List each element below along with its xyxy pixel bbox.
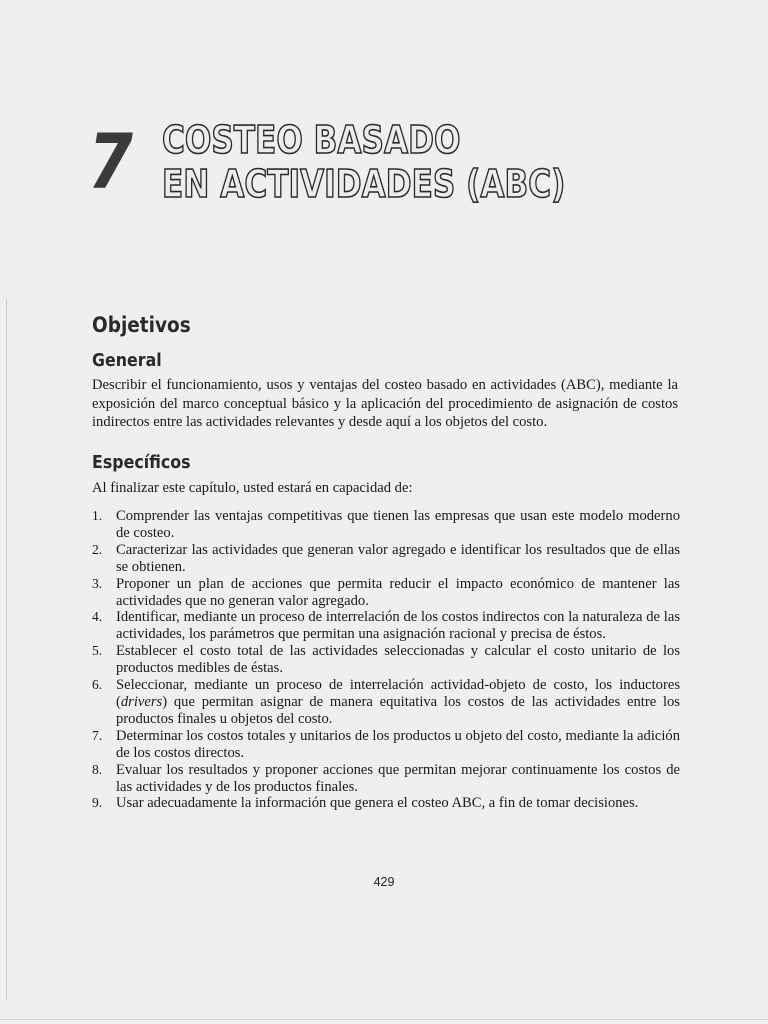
objective-item <box>92 542 680 576</box>
objective-text: Evaluar los resultados y proponer acciones que permitan mejorar continuamente los costos de las actividades y de los productos finales. <box>116 761 680 795</box>
page-number: 429 <box>373 875 395 889</box>
objective-text: Proponer un plan de acciones que permita reducir el impacto económico de mantener las actividades que no generan valor agregado. <box>116 575 680 609</box>
objective-text: Caracterizar las actividades que generan valor agregado e identificar los resultados que de ellas se obtienen. <box>116 541 680 575</box>
general-heading: General <box>92 350 162 371</box>
objective-number: 7. <box>92 727 103 743</box>
objective-item <box>92 677 680 728</box>
objective-item <box>92 795 680 812</box>
objective-text: Establecer el costo total de las actividades seleccionadas y calcular el costo unitario de los productos medibles de éstas. <box>116 643 680 677</box>
objective-text-part: Seleccionar, mediante un proceso de interrelación actividad-objeto de costo, los inductores ( <box>116 677 680 710</box>
drivers-emphasis: drivers <box>120 693 163 710</box>
objective-text: Usar adecuadamente la información que genera el costeo ABC, a fin de tomar decisiones. <box>116 795 639 812</box>
objective-number: 5. <box>92 643 103 659</box>
objective-number: 1. <box>92 508 103 523</box>
objective-number: 4. <box>92 609 103 625</box>
objective-number: 9. <box>92 795 103 811</box>
objective-text-part: ) que permitan asignar de manera equitativa los costos de las actividades entre los productos finales u objetos del costo. <box>116 693 680 727</box>
chapter-number: 7 <box>88 117 132 206</box>
objetivos-heading: Objetivos <box>92 313 191 337</box>
especificos-intro: Al finalizar este capítulo, usted estará en capacidad de: <box>92 480 413 496</box>
objectives-list <box>92 508 680 812</box>
objective-text: Identificar, mediante un proceso de interrelación de los costos indirectos con la naturaleza de las actividades, los parámetros que permitan una asignación racional y precisa de éstos. <box>116 609 680 643</box>
chapter-title <box>162 118 654 206</box>
scan-bottom-line <box>0 1019 768 1020</box>
objective-item <box>92 576 680 610</box>
objective-item <box>92 643 680 677</box>
objective-number: 8. <box>92 761 103 777</box>
general-paragraph: Describir el funcionamiento, usos y ventajas del costeo basado en actividades (ABC), mediante la exposición del marco conceptual básico y la aplicación del procedimiento de asignación de costos indirectos entre las actividades relevantes y desde aquí a los objetos del costo. <box>92 377 678 430</box>
objective-item <box>92 508 680 542</box>
chapter-title-line-2: EN ACTIVIDADES (ABC) <box>162 162 566 206</box>
scan-edge-line <box>6 300 7 1000</box>
objective-item <box>92 728 680 762</box>
objective-number: 3. <box>92 575 103 591</box>
objective-item <box>92 609 680 643</box>
objective-text: Determinar los costos totales y unitarios de los productos u objeto del costo, mediante la adición de los costos directos. <box>116 727 680 761</box>
objective-text <box>116 677 680 727</box>
objective-item <box>92 762 680 796</box>
objective-text: Comprender las ventajas competitivas que tienen las empresas que usan este modelo moderno de costeo. <box>116 508 680 541</box>
chapter-title-line-1: COSTEO BASADO <box>162 118 461 162</box>
objective-number: 2. <box>92 541 103 557</box>
objective-number: 6. <box>92 677 103 693</box>
especificos-heading: Específicos <box>92 452 191 473</box>
